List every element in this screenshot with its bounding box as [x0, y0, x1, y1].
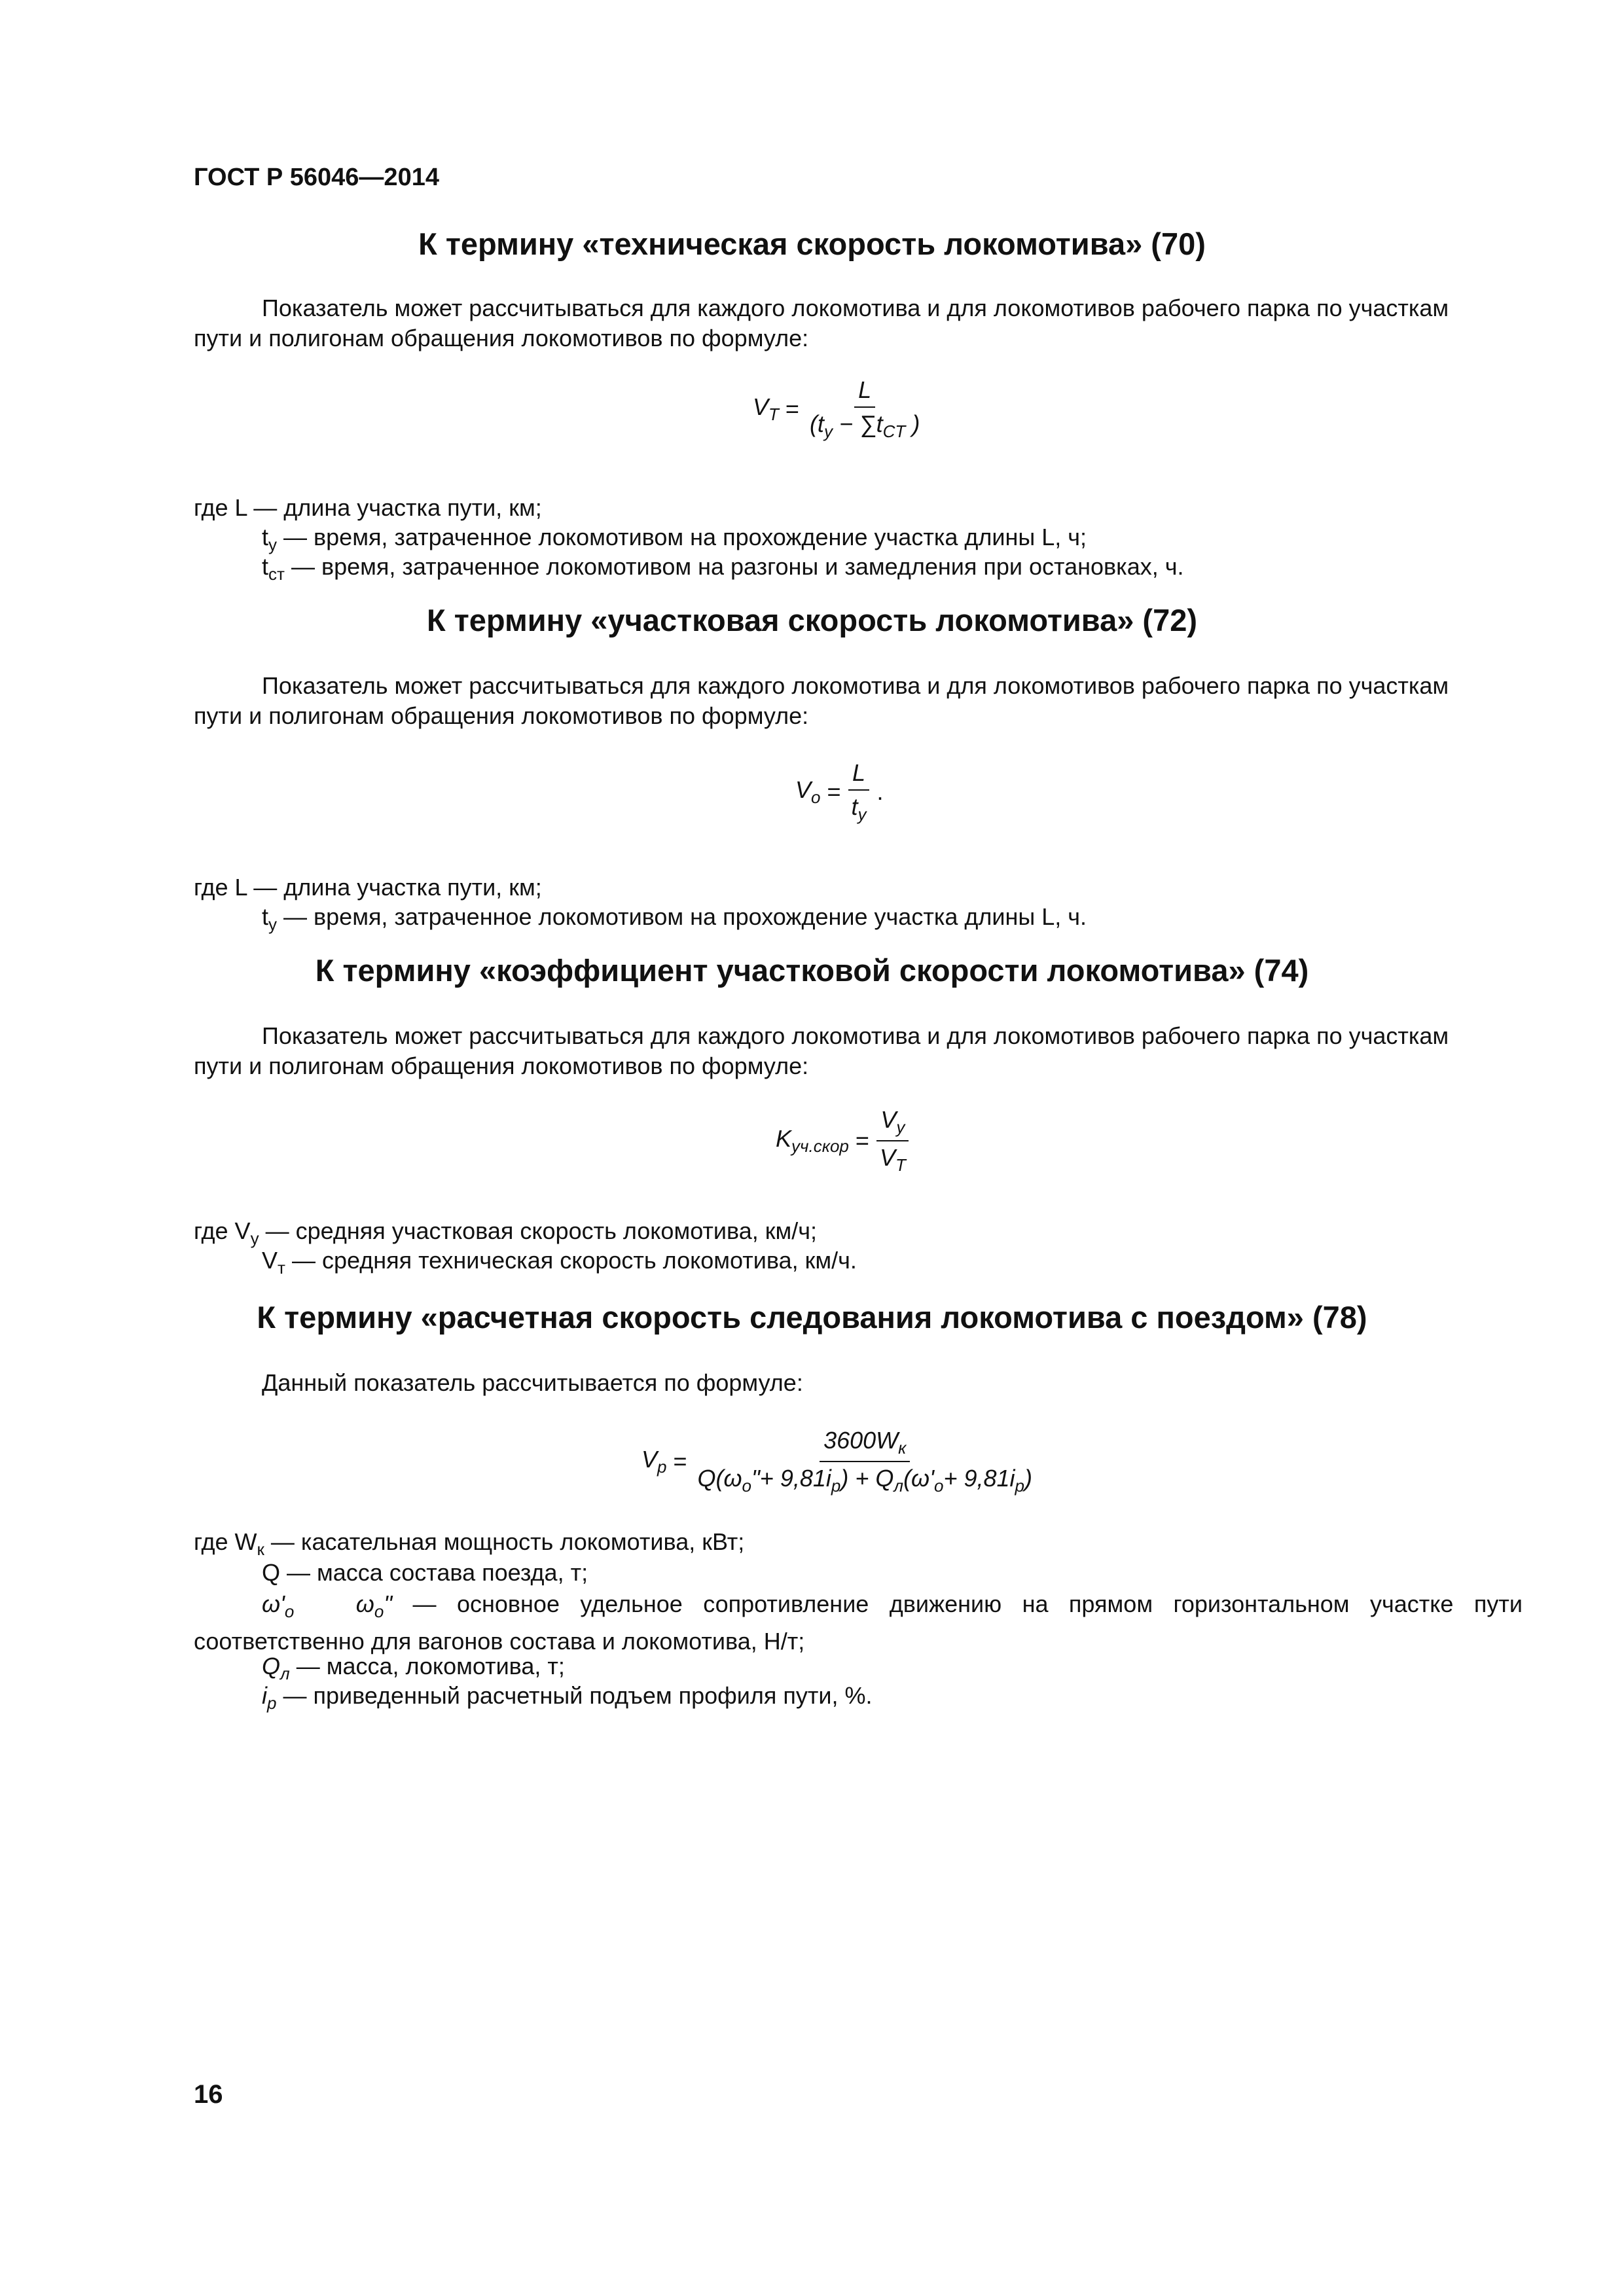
fraction: $\frac{V_y}{V_T}$ — [876, 1106, 910, 1175]
definition-line: $t_y$ — время, затраченное локомотивом на прохождение участка длины L, ч; — [262, 524, 1087, 554]
paragraph-line: Показатель может рассчитываться для каждого локомотива и для локомотивов рабочего парка по участкам — [262, 672, 1449, 699]
definition-line: $t_y$ — время, затраченное локомотивом на прохождение участка длины L, ч. — [262, 903, 1087, 934]
definition-line: где L — длина участка пути, км; — [194, 874, 542, 901]
definition-omega: $\omega'_o$ $\omega_o$" — основное удельное сопротивление движению на прямом горизонтальном участке пути соответственно для вагонов состава и локомотива, Н/т; — [194, 1590, 1523, 1655]
section-heading-78: К термину «расчетная скорость следования локомотива с поездом» (78) — [257, 1300, 1367, 1335]
formula-speed-coefficient: $K_{уч.скор}$ = $\frac{V_y}{V_T}$ — [776, 1106, 910, 1175]
definition-line: $V_т$ — средняя техническая скорость локомотива, км/ч. — [262, 1247, 857, 1278]
definition-line: где $V_y$ — средняя участковая скорость локомотива, км/ч; — [194, 1217, 818, 1248]
section-paragraph-70 — [194, 293, 1523, 353]
definition-line: где L — длина участка пути, км; — [194, 494, 542, 521]
definition-line: Q — масса состава поезда, т; — [262, 1559, 588, 1586]
definition-line: $t_{ст}$ — время, затраченное локомотивом на разгоны и замедления при остановках, ч. — [262, 553, 1184, 584]
fraction-numerator: L — [854, 376, 875, 408]
formula-section-speed: $V_o$ = $\frac{L}{t_y}$ . — [795, 759, 884, 824]
section-heading-74: К термину «коэффициент участковой скорости локомотива» (74) — [315, 953, 1309, 988]
paragraph-line: Показатель может рассчитываться для каждого локомотива и для локомотивов рабочего парка по участкам — [262, 1022, 1449, 1049]
paragraph-line: пути и полигонам обращения локомотивов по формуле: — [194, 702, 809, 729]
definition-line: $i_p$ — приведенный расчетный подъем профиля пути, %. — [262, 1682, 873, 1713]
paragraph-line: пути и полигонам обращения локомотивов по формуле: — [194, 1052, 809, 1079]
definition-line: $Q_л$ — масса, локомотива, т; — [262, 1653, 565, 1683]
section-paragraph-74 — [194, 1021, 1523, 1081]
fraction-denominator: ($t_y - \sum t_{CT}$ ) — [809, 410, 920, 441]
fraction: $\frac{3600W_к}{Q(\omega_o"+ 9,81i_p) + Q_л(\omega'_o+ 9,81i_p)}$ — [697, 1427, 1032, 1496]
section-paragraph-78 — [194, 1368, 1523, 1398]
document-header: ГОСТ Р 56046—2014 — [194, 164, 439, 191]
section-heading-70: К термину «техническая скорость локомотива» (70) — [418, 226, 1206, 261]
paragraph-line: Показатель может рассчитываться для каждого локомотива и для локомотивов рабочего парка по участкам — [262, 295, 1449, 321]
definition-line: где $W_к$ — касательная мощность локомотива, кВт; — [194, 1528, 745, 1559]
paragraph-line: Данный показатель рассчитывается по формуле: — [262, 1369, 803, 1396]
section-paragraph-72 — [194, 671, 1523, 731]
equals-sign: = — [785, 395, 799, 422]
fraction: $\frac{L}{t_y}$ — [848, 759, 871, 825]
section-heading-72: К термину «участковая скорость локомотива» (72) — [427, 603, 1197, 637]
formula-symbol: V — [753, 393, 769, 420]
fraction — [806, 376, 924, 442]
formula-design-speed: $V_p$ = $\frac{3600W_к}{Q(\omega_o"+ 9,81i_p) + Q_л(\omega'_o+ 9,81i_p)}$ — [641, 1427, 1036, 1496]
formula-technical-speed — [753, 376, 924, 442]
page-number: 16 — [194, 2080, 223, 2109]
paragraph-line: пути и полигонам обращения локомотивов по формуле: — [194, 325, 809, 351]
formula-subscript: T — [768, 404, 779, 424]
